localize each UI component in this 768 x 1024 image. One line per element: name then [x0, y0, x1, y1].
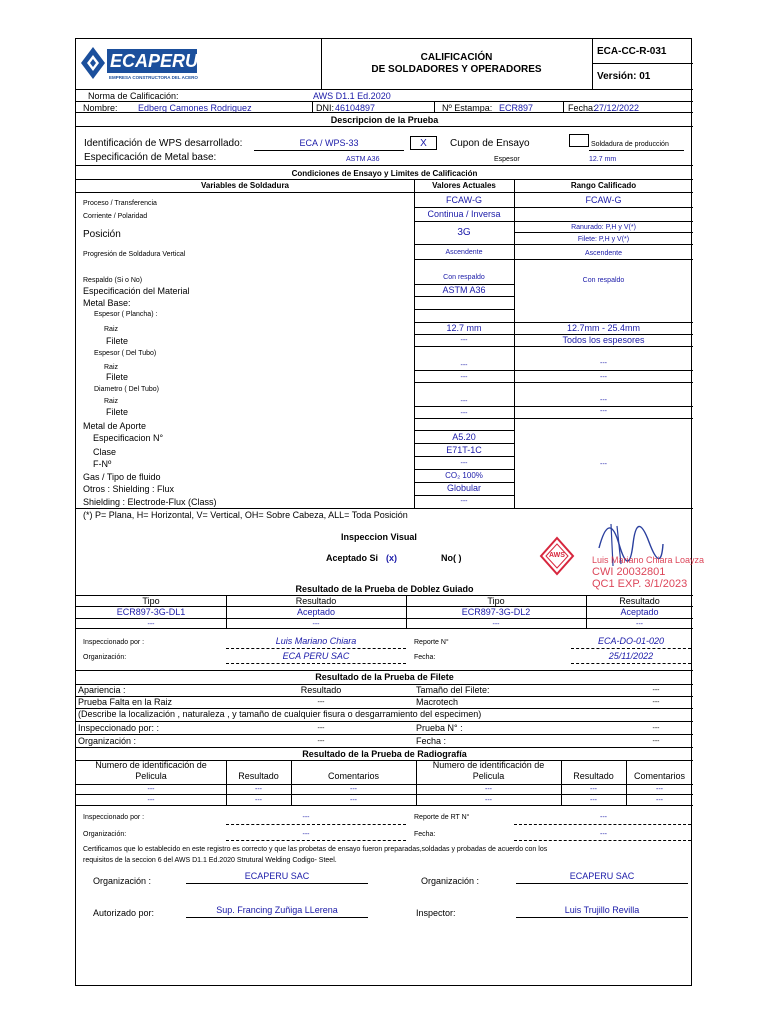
otros-value: Globular [446, 483, 482, 493]
doblez-org-label: Organización: [83, 654, 127, 661]
doblez-empty-4: --- [636, 621, 643, 628]
radio-fecha-value: --- [600, 831, 607, 838]
proceso-range: FCAW-G [585, 195, 622, 205]
doblez-result-2: Aceptado [620, 607, 659, 617]
radio-r1c4: --- [485, 786, 492, 793]
progresion-range: Ascendente [585, 250, 622, 257]
corriente-label: Corriente / Polaridad [83, 213, 148, 220]
raiz3-label: Raiz [104, 398, 119, 405]
nombre-label: Nombre: [83, 103, 118, 113]
espesor-value: 12.7 mm [589, 156, 617, 163]
produccion-checkbox[interactable] [569, 134, 589, 147]
clase-label: Clase [93, 447, 117, 457]
tamano-label: Tamaño del Filete: [416, 685, 490, 695]
doblez-tipo-header-2: Tipo [487, 596, 505, 606]
radio-res-header-2: Resultado [573, 771, 614, 781]
tamano-value: --- [652, 687, 660, 694]
radio-r1c6: --- [656, 786, 663, 793]
descripcion-title: Descripcion de la Prueba [330, 115, 439, 125]
fecha-label: Fecha: [568, 103, 596, 113]
stamp-name: Luis Mariano Chiara Loayza [592, 555, 705, 565]
radio-com-header-1: Comentarios [327, 771, 380, 781]
aceptado-si-mark: (x) [386, 553, 397, 563]
positions-note: (*) P= Plana, H= Horizontal, V= Vertical, OH= Sobre Cabeza, ALL= Toda Posición [83, 510, 408, 520]
radio-num-header-2a: Numero de identificación de [432, 760, 545, 770]
cert-org-label-1: Organización : [93, 876, 152, 886]
apariencia-label: Apariencia : [78, 685, 126, 695]
macrotech-value: --- [652, 699, 660, 706]
radio-fecha-label: Fecha: [414, 831, 436, 838]
wps-label: Identificación de WPS desarrollado: [84, 138, 243, 149]
doblez-resultado-header-2: Resultado [619, 596, 660, 606]
filete-label: Filete [106, 336, 129, 346]
form-title-line2: DE SOLDADORES Y OPERADORES [371, 64, 542, 75]
form-version: Versión: 01 [597, 71, 651, 82]
norma-label: Norma de Calificación: [88, 91, 179, 101]
radio-org-value: --- [302, 831, 310, 838]
corriente-value: Continua / Inversa [427, 209, 501, 219]
raiz2-label: Raiz [104, 364, 119, 371]
logo-subtitle: EMPRESA CONSTRUCTORA DEL ACERO [109, 75, 198, 80]
form-code: ECA-CC-R-031 [597, 46, 667, 57]
radio-r1c5: --- [590, 786, 597, 793]
respaldo-range: Con respaldo [582, 277, 625, 284]
fn-value: --- [460, 460, 468, 467]
posicion-range-ranurado: Ranurado: P,H y V(*) [571, 224, 636, 231]
radio-r2c2: --- [255, 797, 262, 804]
radio-r1c1: --- [147, 786, 155, 793]
clase-value: E71T-1C [446, 445, 482, 455]
radio-insp-value: --- [302, 814, 310, 821]
progresion-value: Ascendente [445, 249, 483, 256]
shielding-label: Shielding : Electrode-Flux (Class) [83, 497, 217, 507]
filete-org-value: --- [317, 738, 325, 745]
filete-insp-label: Inspeccionado por: : [78, 723, 160, 733]
respaldo-value: Con respaldo [443, 274, 485, 281]
espec-material-value: ASTM A36 [442, 285, 486, 295]
wps-x-mark: X [420, 138, 427, 149]
autorizado-label: Autorizado por: [93, 908, 155, 918]
filete-prueba-label: Prueba N° : [416, 723, 463, 733]
soldadura-produccion-label: Soldadura de producción [591, 141, 669, 148]
valores-header: Valores Actuales [432, 181, 496, 190]
wps-value: ECA / WPS-33 [299, 138, 359, 148]
logo-text: ECAPERU [110, 51, 199, 71]
radio-r2c6: --- [656, 797, 663, 804]
espec-base-value: ASTM A36 [346, 156, 380, 163]
form-title-line1: CALIFICACIÓN [420, 52, 493, 63]
radio-com-header-2: Comentarios [633, 771, 686, 781]
dni-label: DNI: [316, 103, 334, 113]
doblez-insp-value: Luis Mariano Chiara [275, 636, 357, 646]
doblez-reporte-value: ECA-DO-01-020 [597, 636, 665, 646]
cert-org-value-1: ECAPERU SAC [244, 871, 310, 881]
radio-r1c2: --- [255, 786, 262, 793]
raiz3-range: --- [600, 397, 607, 404]
doblez-result-1: Aceptado [296, 607, 336, 617]
raiz-range: 12.7mm - 25.4mm [566, 323, 641, 333]
estampa-label: Nº Estampa: [442, 103, 493, 113]
raiz3-value: --- [460, 398, 468, 405]
filete3-value: --- [460, 410, 468, 417]
filete-title: Resultado de la Prueba de Filete [315, 672, 454, 682]
espesor-label: Espesor [494, 156, 520, 163]
cert-org-value-2: ECAPERU SAC [569, 871, 635, 881]
espesor-tubo-label: Espesor ( Del Tubo) [94, 350, 157, 357]
norma-value: AWS D1.1 Ed.2020 [313, 91, 391, 101]
falta-raiz-value: --- [317, 699, 325, 706]
otros-label: Otros : Shielding : Flux [83, 484, 175, 494]
espec-base-label: Especificación de Metal base: [84, 152, 217, 163]
inspector-stamp [521, 514, 705, 594]
stamp-expiry: QC1 EXP. 3/1/2023 [592, 578, 688, 590]
proceso-value: FCAW-G [446, 195, 482, 205]
doblez-empty-1: --- [147, 621, 155, 628]
macrotech-label: Macrotech [416, 697, 459, 707]
radio-num-header-1b: Pelicula [135, 771, 167, 781]
radio-r2c5: --- [590, 797, 597, 804]
radio-reporte-value: --- [600, 814, 607, 821]
proceso-label: Proceso / Transferencia [83, 200, 157, 207]
doblez-probeta-2: ECR897-3G-DL2 [461, 607, 531, 617]
falta-raiz-label: Prueba Falta en la Raiz [78, 697, 173, 707]
aceptado-no-label: No( ) [441, 553, 462, 563]
cupon-label: Cupon de Ensayo [450, 138, 530, 149]
describe-note: (Describe la localización , naturaleza , y tamaño de cualquier fisura o desgarramiento del especimen) [78, 709, 482, 719]
fn-range: --- [600, 461, 607, 468]
radio-r2c3: --- [350, 797, 357, 804]
condiciones-title: Condiciones de Ensayo y Limites de Calificación [291, 169, 478, 178]
posicion-label: Posición [83, 229, 121, 240]
raiz-value: 12.7 mm [446, 323, 482, 333]
inspector-label: Inspector: [416, 908, 456, 918]
metal-aporte-label: Metal de Aporte [83, 421, 147, 431]
variables-header: Variables de Soldadura [200, 181, 290, 190]
doblez-probeta-1: ECR897-3G-DL1 [116, 607, 186, 617]
raiz-label: Raiz [104, 326, 119, 333]
fn-label: F-Nº [93, 459, 112, 469]
apariencia-resultado: Resultado [300, 685, 342, 695]
radio-r1c3: --- [350, 786, 357, 793]
doblez-fecha-value: 25/11/2022 [608, 651, 654, 661]
doblez-fecha-label: Fecha: [414, 654, 436, 661]
filete3-range: --- [600, 408, 607, 415]
qualification-form [75, 38, 705, 986]
doblez-insp-label: Inspeccionado por : [83, 639, 145, 646]
company-logo [79, 43, 199, 85]
cert-line-2: requisitos de la seccion 6 del AWS D1.1 Ed.2020 Strutural Welding Codigo- Steel. [83, 857, 337, 864]
stamp-cwi: CWI 20032801 [592, 566, 666, 578]
filete2-range: --- [600, 374, 607, 381]
radio-reporte-label: Reporte de RT N° [414, 814, 470, 821]
especificacion-value: A5.20 [452, 432, 476, 442]
dni-value: 46104897 [335, 103, 376, 113]
espesor-plancha-label: Espesor ( Plancha) : [94, 311, 158, 318]
estampa-value: ECR897 [499, 103, 534, 113]
rango-header: Rango Calificado [570, 181, 637, 190]
radio-org-label: Organización: [83, 831, 127, 838]
metal-base-label: Metal Base: [83, 298, 131, 308]
nombre-value: Edberg Camones Rodriguez [138, 103, 252, 113]
gas-label: Gas / Tipo de fluido [83, 472, 161, 482]
radiografia-title: Resultado de la Prueba de Radiografía [302, 749, 467, 759]
posicion-value: 3G [457, 227, 471, 238]
diametro-label: Diametro ( Del Tubo) [94, 386, 159, 393]
doblez-tipo-header-1: Tipo [142, 596, 160, 606]
filete3-label: Filete [106, 407, 129, 417]
filete-insp-value: --- [317, 725, 325, 732]
doblez-resultado-header-1: Resultado [295, 596, 337, 606]
filete-prueba-value: --- [652, 725, 660, 732]
radio-res-header-1: Resultado [238, 771, 279, 781]
radio-num-header-2b: Pelicula [472, 771, 505, 781]
inspeccion-visual-title: Inspeccion Visual [341, 532, 417, 542]
doblez-empty-2: --- [312, 621, 320, 628]
espec-material-label: Especificación del Material [83, 286, 190, 296]
doblez-org-value: ECA PERU SAC [282, 651, 350, 661]
raiz2-value: --- [460, 362, 468, 369]
cert-org-label-2: Organización : [421, 876, 480, 886]
radio-num-header-1a: Numero de identificación de [95, 760, 207, 770]
aceptado-si-label: Aceptado Si [326, 553, 379, 563]
inspector-value: Luis Trujillo Revilla [564, 905, 640, 915]
doblez-reporte-label: Reporte N° [414, 639, 449, 646]
autorizado-value: Sup. Francing Zuñiga LLerena [216, 905, 338, 915]
radio-r2c4: --- [485, 797, 492, 804]
shielding-value: --- [460, 498, 468, 505]
radio-insp-label: Inspeccionado por : [83, 814, 145, 821]
raiz2-range: --- [600, 360, 607, 367]
fecha-value: 27/12/2022 [594, 103, 640, 113]
stamp-aws: AWS [549, 552, 565, 559]
especificacion-label: Especificacion N° [93, 433, 164, 443]
filete-fecha-value: --- [652, 738, 660, 745]
radio-r2c1: --- [147, 797, 155, 804]
doblez-empty-3: --- [492, 621, 500, 628]
filete-fecha-label: Fecha : [416, 736, 447, 746]
doblez-title: Resultado de la Prueba de Doblez Guiado [295, 584, 474, 594]
progresion-label: Progresión de Soldadura Vertical [83, 251, 186, 258]
respaldo-label: Respaldo (Si o No) [83, 277, 143, 284]
filete-org-label: Organización : [78, 736, 137, 746]
filete2-value: --- [460, 374, 468, 381]
filete-value: --- [460, 337, 468, 344]
gas-value: CO₂ 100% [445, 471, 483, 480]
filete-range: Todos los espesores [562, 335, 645, 345]
cert-line-1: Certificamos que lo establecido en este registro es correcto y que las probetas de ensayo fueron preparadas,soldadas y probadas de acuerdo con los [83, 846, 548, 853]
filete2-label: Filete [106, 372, 129, 382]
posicion-range-filete: Filete: P,H y V(*) [577, 236, 630, 243]
